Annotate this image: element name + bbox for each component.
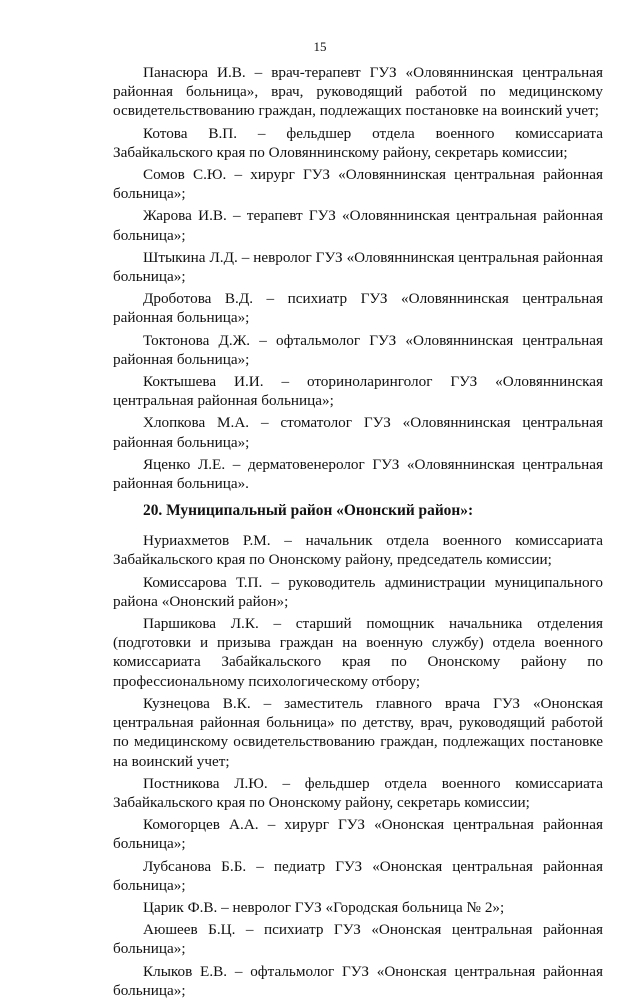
member-entry: Сомов С.Ю. – хирург ГУЗ «Оловяннинская центральная районная больница»; xyxy=(113,166,603,203)
member-entry: Штыкина Л.Д. – невролог ГУЗ «Оловяннинская центральная районная больница»; xyxy=(113,248,603,286)
member-entry: Постникова Л.Ю. – фельдшер отдела военного комиссариата Забайкальского края по Ононскому району, секретарь комиссии; xyxy=(113,774,603,811)
member-entry: Лубсанова Б.Б. – педиатр ГУЗ «Ононская центральная районная больница»; xyxy=(113,857,603,894)
member-entry: Паршикова Л.К. – старший помощник начальника отделения (подготовки и призыва граждан на военную службу) отдела военного комиссариата Забайкальского края по Ононскому району по профессиональному психологическому отбору; xyxy=(113,615,603,690)
member-entry: Аюшеев Б.Ц. – психиатр ГУЗ «Ононская центральная районная больница»; xyxy=(113,921,603,958)
member-entry: Кузнецова В.К. – заместитель главного врача ГУЗ «Ононская центральная районная больница» по детству, врач, руководящий работой по медицинскому освидетельствованию граждан, подлежащих постановке на воинский учет; xyxy=(113,694,603,770)
document-body xyxy=(113,63,603,1003)
member-entry: Дроботова В.Д. – психиатр ГУЗ «Оловяннинская центральная районная больница»; xyxy=(113,290,603,327)
member-entry: Клыков Е.В. – офтальмолог ГУЗ «Ононская центральная районная больница»; xyxy=(113,962,603,999)
member-entry: Котова В.П. – фельдшер отдела военного комиссариата Забайкальского края по Оловяннинскому району, секретарь комиссии; xyxy=(113,124,603,161)
member-entry: Комогорцев А.А. – хирург ГУЗ «Ононская центральная районная больница»; xyxy=(113,816,603,853)
member-entry: Нуриахметов Р.М. – начальник отдела военного комиссариата Забайкальского края по Ононскому району, председатель комиссии; xyxy=(113,532,603,569)
page-number: 15 xyxy=(313,39,327,54)
member-entry: Хлопкова М.А. – стоматолог ГУЗ «Оловяннинская центральная районная больница»; xyxy=(113,414,603,451)
member-entry: Токтонова Д.Ж. – офтальмолог ГУЗ «Оловяннинская центральная районная больница»; xyxy=(113,331,603,368)
member-entry: Царик Ф.В. – невролог ГУЗ «Городская больница № 2»; xyxy=(143,898,505,916)
member-entry: Панасюра И.В. – врач-терапевт ГУЗ «Оловяннинская центральная районная больница», врач, руководящий работой по медицинскому освидетельствованию граждан, подлежащих постановке на воинский учет; xyxy=(113,64,603,120)
section-heading: 20. Муниципальный район «Ононский район»: xyxy=(143,502,474,520)
member-entry: Яценко Л.Е. – дерматовенеролог ГУЗ «Оловяннинская центральная районная больница». xyxy=(113,455,603,493)
member-entry: Жарова И.В. – терапевт ГУЗ «Оловяннинская центральная районная больница»; xyxy=(113,207,603,244)
member-entry: Коктышева И.И. – оториноларинголог ГУЗ «Оловяннинская центральная районная больница»; xyxy=(113,373,603,410)
member-entry: Комиссарова Т.П. – руководитель администрации муниципального района «Ононский район»; xyxy=(113,573,603,610)
